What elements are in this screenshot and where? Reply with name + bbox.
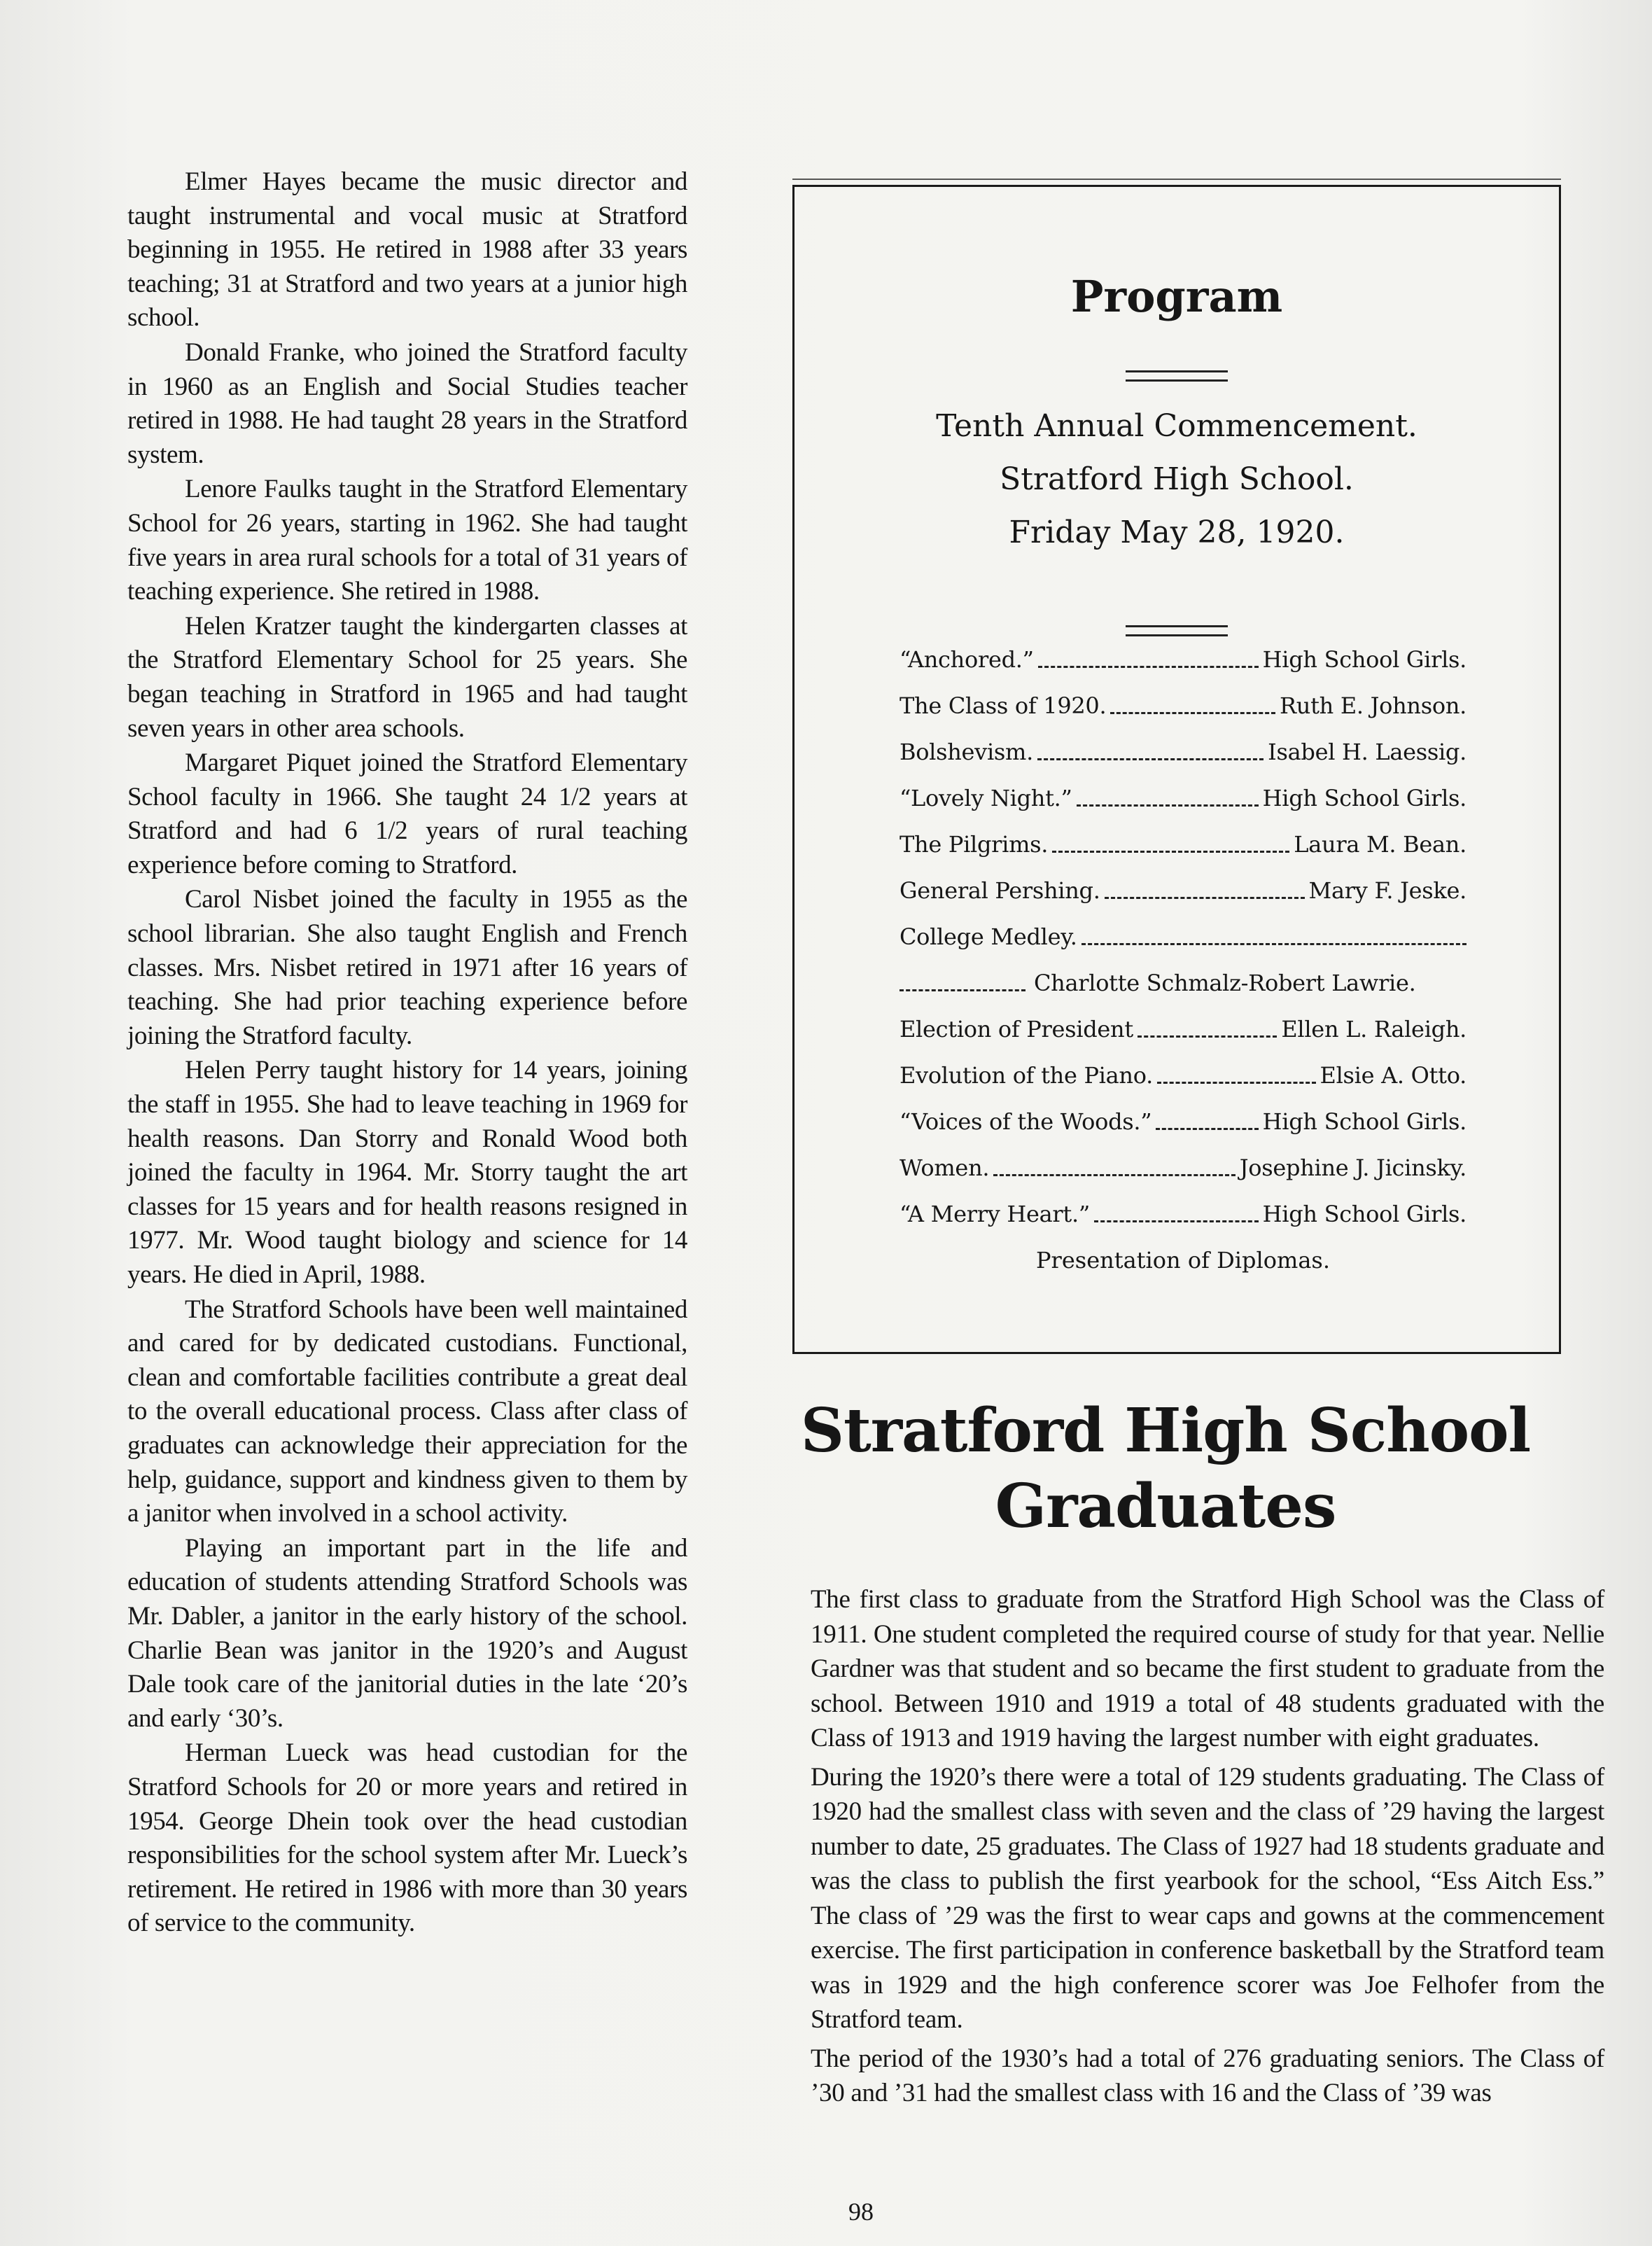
dotted-leader: [1052, 851, 1289, 853]
program-item-performer: Laura M. Bean.: [1294, 831, 1466, 858]
dotted-leader: [1110, 712, 1275, 714]
double-rule-divider: [1126, 625, 1228, 636]
program-item-title: “Anchored.”: [899, 646, 1034, 673]
dotted-leader: [899, 989, 1026, 991]
program-item-title: “Voices of the Woods.”: [899, 1108, 1152, 1135]
dotted-leader: [1037, 758, 1264, 760]
program-item-title: Women.: [899, 1155, 990, 1181]
program-item: [899, 1145, 1466, 1191]
dotted-leader: [1156, 1128, 1258, 1130]
paragraph: Helen Perry taught history for 14 years, joining the staff in 1955. She had to leave teaching in 1969 for health reasons. Dan Storry and Ronald Wood both joined the faculty in 1964. Mr. Storry taught the art classes for 15 years and for health reasons resigned in 1977. Mr. Wood taught biology and science for 14 years. He died in April, 1988.: [127, 1056, 687, 1289]
program-item-title: Bolshevism.: [899, 739, 1033, 765]
program-heading-line: Friday May 28, 1920.: [1009, 515, 1345, 550]
section-title-line: Graduates: [995, 1471, 1336, 1542]
program-item-title: “A Merry Heart.”: [899, 1201, 1090, 1227]
program-item-performer: Ellen L. Raleigh.: [1281, 1016, 1466, 1042]
dotted-leader: [1105, 897, 1305, 899]
program-item-performer: Isabel H. Laessig.: [1268, 739, 1466, 765]
program-item-performer: Charlotte Schmalz-Robert Lawrie.: [1034, 970, 1416, 996]
program-item-title: Election of President: [899, 1016, 1133, 1042]
program-item: [899, 1191, 1466, 1237]
program-item-performer: Josephine J. Jicinsky.: [1239, 1155, 1466, 1181]
program-item-performer: Ruth E. Johnson.: [1279, 692, 1466, 719]
program-item-performer: Elsie A. Otto.: [1320, 1062, 1466, 1089]
program-heading-line: Stratford High School.: [1000, 461, 1354, 497]
program-item: [899, 775, 1466, 821]
commencement-program-box: [792, 185, 1561, 1354]
paragraph: Elmer Hayes became the music director and taught instrumental and vocal music at Stratford beginning in 1955. He retired in 1988 after 33 years teaching; 31 at Stratford and two years at a junior high school.: [127, 167, 687, 333]
program-heading-line: Tenth Annual Commencement.: [936, 408, 1418, 444]
dotted-leader: [1094, 1220, 1259, 1222]
program-item-title: General Pershing.: [899, 877, 1100, 904]
dotted-leader: [993, 1174, 1236, 1176]
double-rule-divider: [1126, 370, 1228, 382]
paragraph: The period of the 1930’s had a total of 276 graduating seniors. The Class of ’30 and ’31 had the smallest class with 16 and the Class of ’39 was: [811, 2044, 1604, 2107]
paragraph: Margaret Piquet joined the Stratford Elementary School faculty in 1966. She taught 24 1/2 years at Stratford and had 6 1/2 years of rural teaching experience before coming to Stratford.: [127, 748, 687, 879]
program-item: [899, 683, 1466, 729]
left-column-text: [127, 165, 687, 1941]
program-title: Program: [1070, 271, 1283, 322]
program-list: [899, 636, 1466, 1283]
program-item-title: The Pilgrims.: [899, 831, 1049, 858]
dotted-leader: [1077, 804, 1259, 807]
section-title-line: Stratford High School: [800, 1395, 1531, 1466]
program-closing: Presentation of Diplomas.: [1036, 1247, 1330, 1274]
page-number: 98: [848, 2198, 874, 2226]
program-item-performer: High School Girls.: [1262, 646, 1466, 673]
program-item: [899, 867, 1466, 914]
program-item: [899, 729, 1466, 775]
program-item-performer: Mary F. Jeske.: [1308, 877, 1466, 904]
paragraph: During the 1920’s there were a total of 129 students graduating. The Class of 1920 had the smallest class with seven and the class of ’29 having the largest number to date, 25 graduates. The Class of 1927 had 18 students graduate and was the class to publish the first yearbook for the school, “Ess Aitch Ess.” The class of ’29 was the first to wear caps and gowns at the commencement exercise. The first participation in conference basketball by the Stratford team was in 1929 and the high conference scorer was Joe Felhofer from the Stratford team.: [811, 1762, 1604, 2034]
graduates-section-text: [811, 1582, 1604, 2115]
paragraph: Helen Kratzer taught the kindergarten classes at the Stratford Elementary School for 25 years. She began teaching in Stratford in 1965 and had taught seven years in other area schools.: [127, 611, 687, 743]
program-item-performer: High School Girls.: [1262, 785, 1466, 811]
paragraph: Playing an important part in the life and education of students attending Stratford Schools was Mr. Dabler, a janitor in the early history of the school. Charlie Bean was janitor in the 1920’s and August Dale took care of the janitorial duties in the late ‘20’s and early ‘30’s.: [127, 1533, 687, 1733]
dotted-leader: [1038, 666, 1259, 668]
program-item: [899, 821, 1466, 867]
program-item-title: “Lovely Night.”: [899, 785, 1072, 811]
dotted-leader: [1157, 1082, 1316, 1084]
program-item-performer: High School Girls.: [1262, 1108, 1466, 1135]
paragraph: Herman Lueck was head custodian for the Stratford Schools for 20 or more years and retired in 1954. George Dhein took over the head custodian responsibilities for the school system after Mr. Lueck’s retirement. He retired in 1986 with more than 30 years of service to the community.: [127, 1738, 687, 1938]
program-item: [899, 636, 1466, 683]
paragraph: The Stratford Schools have been well maintained and cared for by dedicated custodians. Functional, clean and comfortable facilities contribute a great deal to the overall educational process. Class after class of graduates can acknowledge their appreciation for the help, guidance, support and kindness given to them by a janitor when involved in a school activity.: [127, 1295, 687, 1528]
program-item: [899, 1006, 1466, 1052]
paragraph: The first class to graduate from the Stratford High School was the Class of 1911. One student completed the required course of study for that year. Nellie Gardner was that student and so became the first student to graduate from the school. Between 1910 and 1919 a total of 48 students graduated with the Class of 1913 and 1919 having the largest number with eight graduates.: [811, 1585, 1604, 1752]
dotted-leader: [1082, 943, 1466, 945]
program-item-title: The Class of 1920.: [899, 692, 1107, 719]
dotted-leader: [1138, 1035, 1277, 1038]
paragraph: Lenore Faulks taught in the Stratford Elementary School for 26 years, starting in 1962. She had taught five years in area rural schools for a total of 31 years of teaching experience. She retired in 1988.: [127, 475, 687, 606]
program-item-title: Evolution of the Piano.: [899, 1062, 1153, 1089]
program-item-performer: High School Girls.: [1262, 1201, 1466, 1227]
section-title: [770, 1393, 1561, 1544]
program-item: [899, 1098, 1466, 1145]
paragraph: Carol Nisbet joined the faculty in 1955 as the school librarian. She also taught English and French classes. Mrs. Nisbet retired in 1971 after 16 years of teaching. She had prior teaching experience before joining the Stratford faculty.: [127, 885, 687, 1050]
program-item-continuation: [899, 960, 1466, 1006]
paragraph: Donald Franke, who joined the Stratford faculty in 1960 as an English and Social Studies teacher retired in 1988. He had taught 28 years in the Stratford system.: [127, 337, 687, 469]
program-item: [899, 1052, 1466, 1098]
program-item-title: College Medley.: [899, 923, 1077, 950]
program-item: [899, 914, 1466, 960]
